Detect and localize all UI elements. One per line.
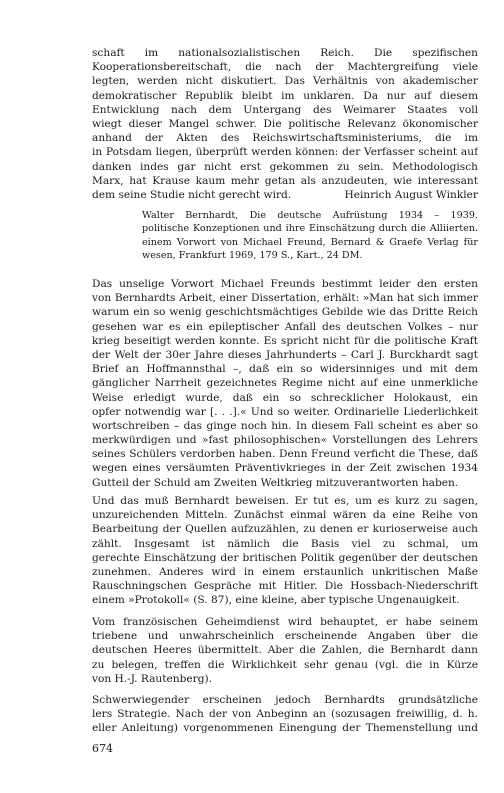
signature-line (92, 188, 478, 202)
text-line: gesehen war es ein epileptischer Anfall des deutschen Volkes – nur (92, 320, 478, 333)
text-line: Das unselige Vorwort Michael Freunds bestimmt leider den ersten (92, 278, 478, 290)
reviewer-name: Heinrich August Winkler (344, 188, 478, 201)
bibliography-entry (142, 209, 478, 263)
text-line: lers Strategie. Nach der von Anbeginn an (sozusagen freiwillig, d. h. (92, 708, 478, 721)
text-line: triebene und unwahrscheinlich erscheinende Angaben über die (92, 630, 478, 643)
text-line: einem »Protokoll« (S. 87), eine kleine, aber typische Ungenauigkeit. (92, 594, 460, 607)
text-line: seines Schülers verdorben haben. Denn Freund verficht die These, daß (92, 448, 478, 461)
text-line: von Bernhardts Arbeit, einer Dissertation, erhält: »Man hat sich immer (92, 292, 478, 305)
paragraph (92, 615, 478, 686)
text-line: zunehmen. Anderes wird in einem erstaunlich unkritischen Maße (92, 565, 478, 578)
text-line: Schwerwiegender erscheinen jedoch Bernhardts grundsätzliche (92, 694, 478, 706)
text-line: gerechte Einschätzung der britischen Politik gegenüber der deutschen (92, 551, 478, 564)
text-line: demokratischer Republik bleibt im unklaren. Da nur auf diesem (92, 89, 478, 102)
text-line: wiegt dieser Mangel schwer. Die politische Relevanz ökonomischer (92, 117, 478, 130)
text-line: dem seine Studie nicht gerecht wird. (92, 188, 292, 201)
text-line: opfer notwendig war [. . .].« Und so weiter. Ordinarielle Liederlichkeit (92, 405, 478, 418)
text-line: in Potsdam liegen, überprüft werden können: der Verfasser scheint auf (92, 146, 478, 159)
text-line: zu belegen, treffen die Wirklichkeit sehr genau (vgl. die in Kürze (92, 658, 478, 671)
bibliography-line: Walter Bernhardt, Die deutsche Aufrüstung 1934 – 1939. (142, 210, 478, 221)
text-line: Entwicklung nach dem Untergang des Weimarer Staates voll (92, 103, 478, 116)
review-continuation (92, 46, 478, 202)
text-line: anhand der Akten des Reichswirtschaftsministeriums, die im (92, 132, 478, 145)
text-line: zählt. Insgesamt ist nämlich die Basis viel zu schmal, um (92, 537, 478, 550)
page-number: 674 (92, 742, 113, 755)
bibliography-line: politische Konzeptionen und ihre Einschätzung durch die Alliierten. (142, 223, 478, 235)
text-line: der Welt der 30er Jahre dieses Jahrhunderts – Carl J. Burckhardt sagt (92, 348, 478, 361)
text-line: wegen eines versäumten Präventivkrieges in der Zeit zwischen 1934 (92, 462, 478, 475)
text-line: unzureichenden Mitteln. Zunächst einmal wären da eine Reihe von (92, 509, 478, 522)
bibliography-line: einem Vorwort von Michael Freund, Bernard & Graefe Verlag für (142, 236, 478, 248)
text-line: Rauschningschen Gespräche mit Hitler. Die Hossbach-Niederschrift (92, 580, 478, 593)
bibliography-line: wesen, Frankfurt 1969, 179 S., Kart., 24 DM. (142, 250, 363, 262)
text-line: eller Anleitung) vorgenommenen Einengung der Themenstellung und (92, 722, 478, 735)
text-line: von H.-J. Rautenberg). (92, 672, 213, 685)
paragraph (92, 693, 478, 736)
text-line: schaft im nationalsozialistischen Reich. Die spezifischen (92, 47, 478, 59)
text-line: merkwürdigen und »fast philosophischen« Vorstellungen des Lehrers (92, 434, 478, 447)
text-line: danken indes gar nicht erst gekommen zu sein. Methodologisch (92, 160, 478, 173)
text-line: Marx, hat Krause kaum mehr getan als anzudeuten, wie interessant (92, 174, 478, 187)
text-line: krieg beseitigt werden konnte. Es spricht nicht für die politische Kraft (92, 334, 478, 347)
paragraph (92, 494, 478, 608)
text-line: Brief an Hoffmannsthal –, daß ein so widersinniges und mit dem (92, 363, 478, 376)
text-line: warum ein so wenig geschichtsmächtiges Gebilde wie das Dritte Reich (92, 306, 478, 319)
text-line: Gutteil der Schuld am Zweiten Weltkrieg mitzuverantworten haben. (92, 476, 459, 489)
text-line: Und das muß Bernhardt beweisen. Er tut es, um es kurz zu sagen, (92, 495, 478, 507)
paragraph (92, 277, 478, 490)
text-line: gänglicher Narrheit gezeichnetes Regime nicht auf eine unmerkliche (92, 377, 478, 390)
text-line: legten, werden nicht diskutiert. Das Verhältnis von akademischer (92, 75, 478, 88)
text-line: Bearbeitung der Quellen aufzuzählen, zu denen er kurioserweise auch (92, 523, 478, 536)
text-line: Kooperationsbereitschaft, die nach der Machtergreifung viele (92, 61, 478, 74)
text-line: wortschreiben – das ginge noch hin. In diesem Fall scheint es aber so (92, 419, 478, 432)
text-line: deutschen Heeres übermittelt. Aber die Zahlen, die Bernhardt dann (92, 644, 478, 657)
text-line: Weise erledigt wurde, daß ein so schrecklicher Holokaust, ein (92, 391, 478, 404)
text-line: Vom französischen Geheimdienst wird behauptet, er habe seinem (92, 616, 478, 628)
